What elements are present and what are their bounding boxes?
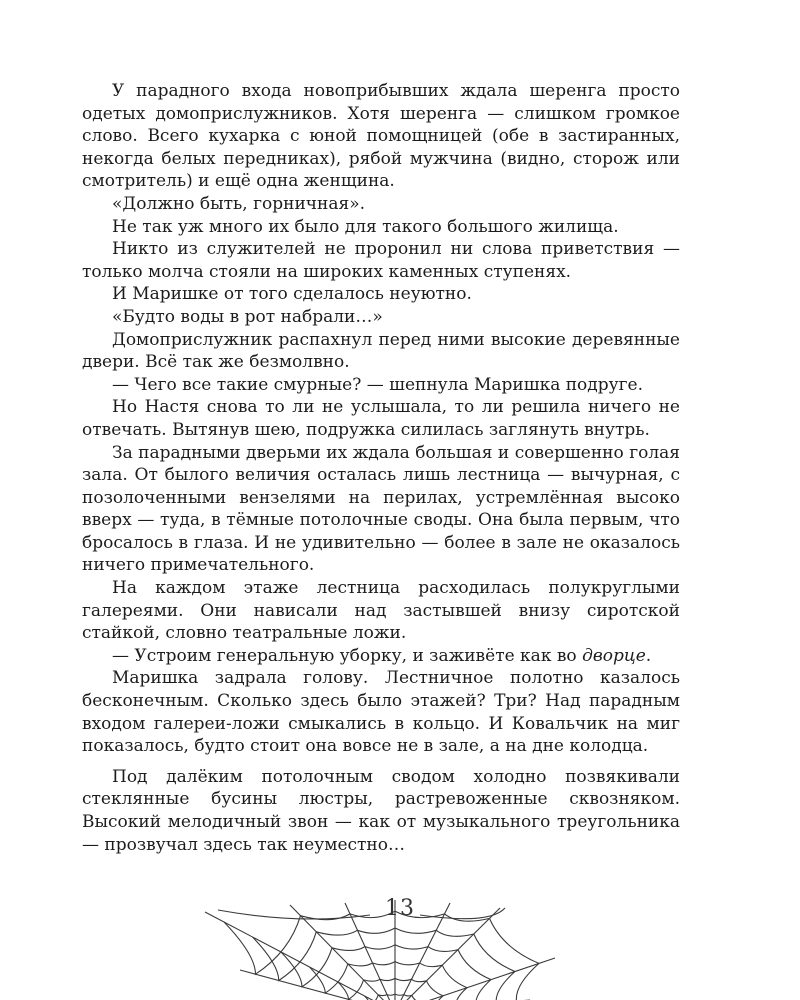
paragraph: На каждом этаже лестница расходилась полукруглыми галереями. Они нависали над застывшей внизу сиротской стайкой, словно театральные ложи. xyxy=(82,578,680,644)
paragraph: Маришка задрала голову. Лестничное полотно казалось бесконечным. Сколько здесь было этажей? Три? Над парадным входом галереи-ложи смыкались в кольцо. И Ковальчик на миг показалось, будто стоит она вовсе не в зале, а на дне колодца. xyxy=(82,668,680,757)
paragraph: За парадными дверьми их ждала большая и совершенно голая зала. От былого величия осталась лишь лестница — вычурная, с позолоченными вензелями на перилах, устремлённая высоко вверх — туда, в тёмные потолочные своды. Она была первым, что бросалось в глаза. И не удивительно — более в зале не оказалось ничего примечательного. xyxy=(82,442,680,576)
web-spiral-thread xyxy=(338,978,443,1000)
quote-end: . xyxy=(645,645,652,666)
paragraph: У парадного входа новоприбывших ждала шеренга просто одетых домоприслужников. Хотя шеренга — слишком громкое слово. Всего кухарка с юной помощницей (обе в застиранных, некогда белых передниках), рябой мужчина (видно, сторож или смотритель) и ещё одна женщина. xyxy=(82,81,680,192)
web-spiral-thread xyxy=(224,911,539,1000)
paragraph: Не так уж много их было для такого большого жилища. xyxy=(112,216,619,237)
quote-text: — Устроим генеральную уборку, и заживёте как во xyxy=(112,645,583,666)
paragraph: «Должно быть, горничная». xyxy=(112,193,366,214)
paragraph: Но Настя снова то ли не услышала, то ли решила ничего не отвечать. Вытянув шею, подружка силилась заглянуть внутрь. xyxy=(82,397,680,440)
paragraph: И Маришке от того сделалось неуютно. xyxy=(112,284,472,305)
paragraph: Никто из служителей не проронил ни слова приветствия — только молча стояли на широких каменных ступенях. xyxy=(82,239,680,282)
paragraph: — Чего все такие смурные? — шепнула Маришка подруге. xyxy=(112,374,644,395)
web-spiral-thread xyxy=(365,994,421,1000)
paragraph: «Будто воды в рот набрали…» xyxy=(112,306,383,327)
paragraph: Под далёким потолочным сводом холодно позвякивали стеклянные бусины люстры, растревоженные сквозняком. Высокий мелодичный звон — как от музыкального треугольника — прозвучал здесь так неуместно… xyxy=(82,766,680,855)
page-number: 13 xyxy=(385,896,415,921)
web-radial-thread xyxy=(240,970,395,1000)
paragraph: Домоприслужник распахнул перед ними высокие деревянные двери. Всё так же безмолвно. xyxy=(82,329,680,373)
quote-emphasis: дворце xyxy=(582,645,646,666)
